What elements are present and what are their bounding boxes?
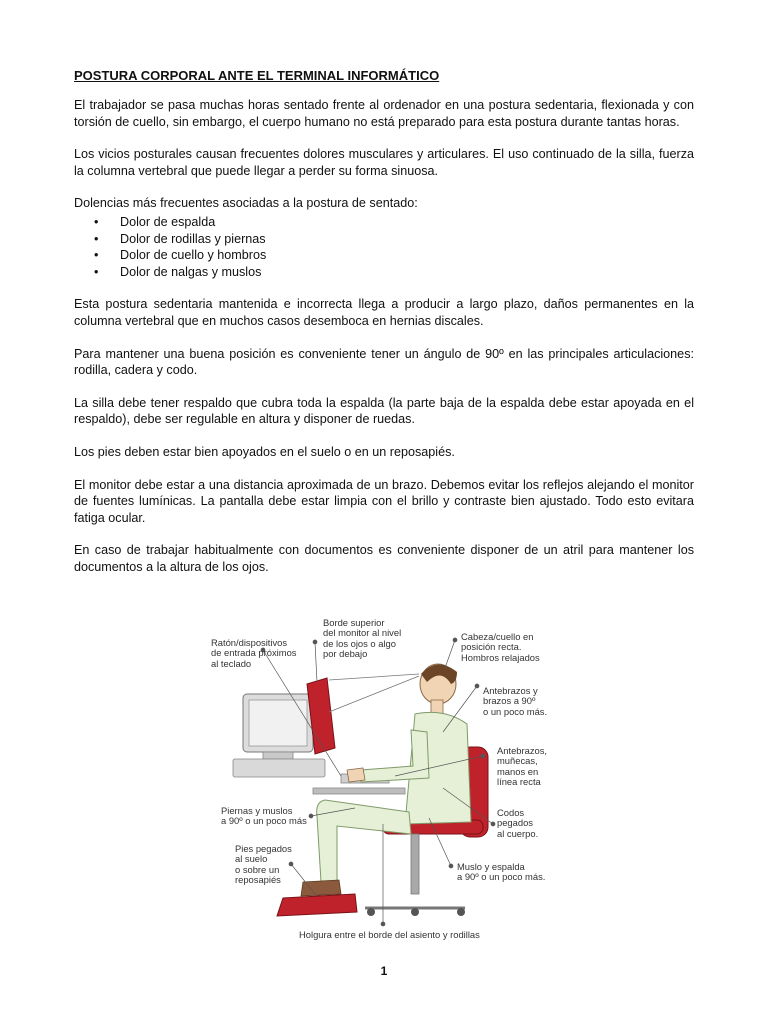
paragraph-7: Los pies deben estar bien apoyados en el suelo o en un reposapiés.	[74, 444, 455, 459]
label-muslo-espalda: Muslo y espalda a 90º o un poco más.	[457, 861, 546, 883]
label-pies: Pies pegados al suelo o sobre un reposapiés	[235, 843, 292, 886]
label-piernas: Piernas y muslos a 90º o un poco más	[221, 805, 307, 827]
page-number: 1	[380, 964, 388, 978]
label-holgura: Holgura entre el borde del asiento y rodillas	[299, 929, 480, 940]
bullet-icon: •	[94, 214, 99, 229]
label-antebrazos-90: Antebrazos y brazos a 90º o un poco más.	[483, 685, 548, 717]
paragraph-2: Los vicios posturales causan frecuentes dolores musculares y articulares. El uso continuado de la silla, fuerza la columna vertebral que puede llegar a perder su forma sinuosa.	[74, 147, 694, 178]
list-item: • Dolor de espalda	[94, 214, 216, 229]
bullet-icon: •	[94, 264, 99, 279]
paragraph-9: En caso de trabajar habitualmente con documentos es conveniente disponer de un atril para mantener los documentos a la altura de los ojos.	[74, 543, 694, 574]
paragraph-6: La silla debe tener respaldo que cubra toda la espalda (la parte baja de la espalda debe estar apoyada en el respaldo), debe ser regulable en altura y disponer de ruedas.	[74, 395, 694, 427]
paragraph-5: Para mantener una buena posición es conveniente tener un ángulo de 90º en las principales articulaciones: rodilla, cadera y codo.	[74, 346, 694, 378]
paragraph-3: Dolencias más frecuentes asociadas a la postura de sentado:	[74, 196, 418, 211]
label-antebrazos-munecas: Antebrazos, muñecas, manos en línea recta	[497, 745, 548, 788]
paragraph-4: Esta postura sedentaria mantenida e incorrecta llega a producir a largo plazo, daños permanentes en la columna vertebral que en muchos casos desemboca en hernias discales.	[74, 297, 694, 328]
list-item: • Dolor de cuello y hombros	[94, 248, 267, 263]
label-borde-superior: Borde superior del monitor al nivel de los ojos o algo por debajo	[323, 617, 402, 660]
monitor-icon	[233, 678, 335, 777]
label-cabeza: Cabeza/cuello en posición recta. Hombros relajados	[461, 631, 540, 663]
document-page	[74, 64, 694, 591]
list-item: • Dolor de nalgas y muslos	[94, 264, 262, 279]
bullet-icon: •	[94, 248, 99, 263]
list-item: • Dolor de rodillas y piernas	[94, 231, 266, 246]
document-title: POSTURA CORPORAL ANTE EL TERMINAL INFORMÁTICO	[74, 68, 440, 83]
paragraph-8: El monitor debe estar a una distancia aproximada de un brazo. Debemos evitar los reflejos alejando el monitor de fuentes lumínicas. La pantalla debe estar limpia con el brillo y contraste bien ajustado. Todo esto evitara fatiga ocular.	[74, 477, 694, 525]
ergonomics-figure	[205, 612, 565, 952]
label-raton: Ratón/dispositivos de entrada próximos al teclado	[211, 637, 297, 669]
paragraph-1: El trabajador se pasa muchas horas sentado frente al ordenador en una postura sedentaria, flexionada y con torsión de cuello, sin embargo, el cuerpo humano no está preparado para esta postura durante tantas horas.	[74, 98, 694, 129]
ailments-list	[74, 214, 694, 280]
label-codos: Codos pegados al cuerpo.	[497, 807, 539, 839]
bullet-icon: •	[94, 231, 99, 246]
